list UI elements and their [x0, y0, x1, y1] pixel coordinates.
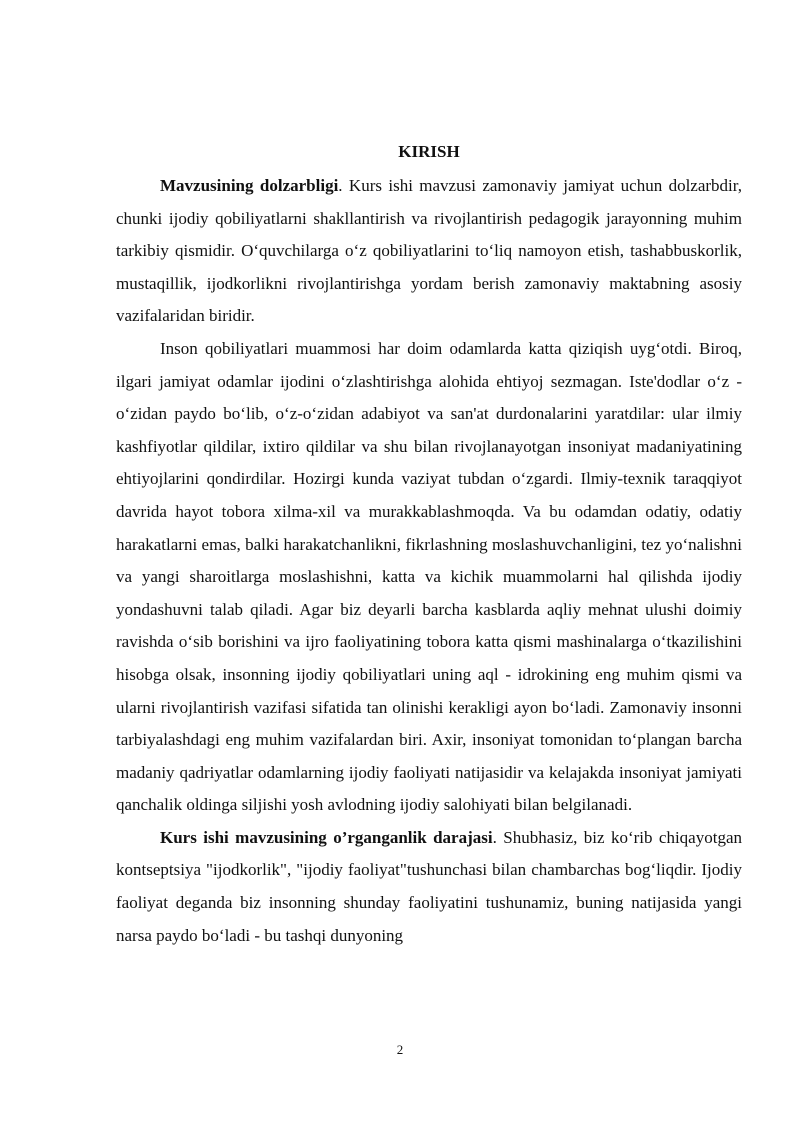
- paragraph-abilities: [116, 333, 742, 822]
- paragraph-study-level: [116, 822, 742, 952]
- page-number: 2: [396, 1042, 404, 1057]
- page-title: KIRISH: [398, 142, 460, 161]
- paragraph-text: . Shubhasiz, biz ko‘rib chiqayotgan kontseptsiya "ijodkorlik", "ijodiy faoliyat"tushunchasi bilan chambarchas bog‘liqdir. Ijodiy faoliyat deganda biz insonning shunday faoliyatini tushunamiz, buning natijasida yangi narsa paydo bo‘ladi - bu tashqi dunyoning: [116, 827, 742, 945]
- paragraph-relevance: [116, 170, 742, 333]
- paragraph-lead: Mavzusining dolzarbligi: [160, 176, 339, 195]
- paragraph-lead: Kurs ishi mavzusining o’rganganlik darajasi: [160, 827, 493, 847]
- document-page: [116, 140, 742, 952]
- paragraph-text: Inson qobiliyatlari muammosi har doim odamlarda katta qiziqish uyg‘otdi. Biroq, ilgari jamiyat odamlar ijodini o‘zlashtirishga alohida ehtiyoj sezmagan. Iste'dodlar o‘z - o‘zidan paydo bo‘lib, o‘z-o‘zidan adabiyot va san'at durdonalarini yaratdilar: ular ilmiy kashfiyotlar qildilar, ixtiro qildilar va shu bilan rivojlanayotgan insoniyat madaniyatining ehtiyojlarini qondirdilar. Hozirgi kunda vaziyat tubdan o‘zgardi. Ilmiy-texnik taraqqiyot davrida hayot tobora xilma-xil va murakkablashmoqda. Va bu odamdan odatiy, odatiy harakatlarni emas, balki harakatchanlikni, fikrlashning moslashuvchanligini, tez yo‘nalishni va yangi sharoitlarga moslashishni, katta va kichik muammolarni hal qilishda ijodiy yondashuvni talab qiladi. Agar biz deyarli barcha kasblarda aqliy mehnat ulushi doimiy ravishda o‘sib borishini va ijro faoliyatining tobora katta qismi mashinalarga o‘tkazilishini hisobga olsak, insonning ijodiy qobiliyatlari uning aql - idrokining eng muhim qismi va ularni rivojlantirish vazifasi sifatida tan olinishi kerakligi ayon bo‘ladi. Zamonaviy insonni tarbiyalashdagi eng muhim vazifalardan biri. Axir, insoniyat tomonidan to‘plangan barcha madaniy qadriyatlar odamlarning ijodiy faoliyati natijasidir va kelajakda insoniyat jamiyati qanchalik oldinga siljishi yosh avlodning ijodiy salohiyati bilan belgilanadi.: [116, 338, 742, 815]
- paragraph-text: . Kurs ishi mavzusi zamonaviy jamiyat uchun dolzarbdir, chunki ijodiy qobiliyatlarni shakllantirish va rivojlantirish pedagogik jarayonning muhim tarkibiy qismidir. O‘quvchilarga o‘z qobiliyatlarini to‘liq namoyon etish, tashabbuskorlik, mustaqillik, ijodkorlikni rivojlantirishga yordam berish zamonaviy maktabning asosiy vazifalaridan biridir.: [116, 176, 742, 326]
